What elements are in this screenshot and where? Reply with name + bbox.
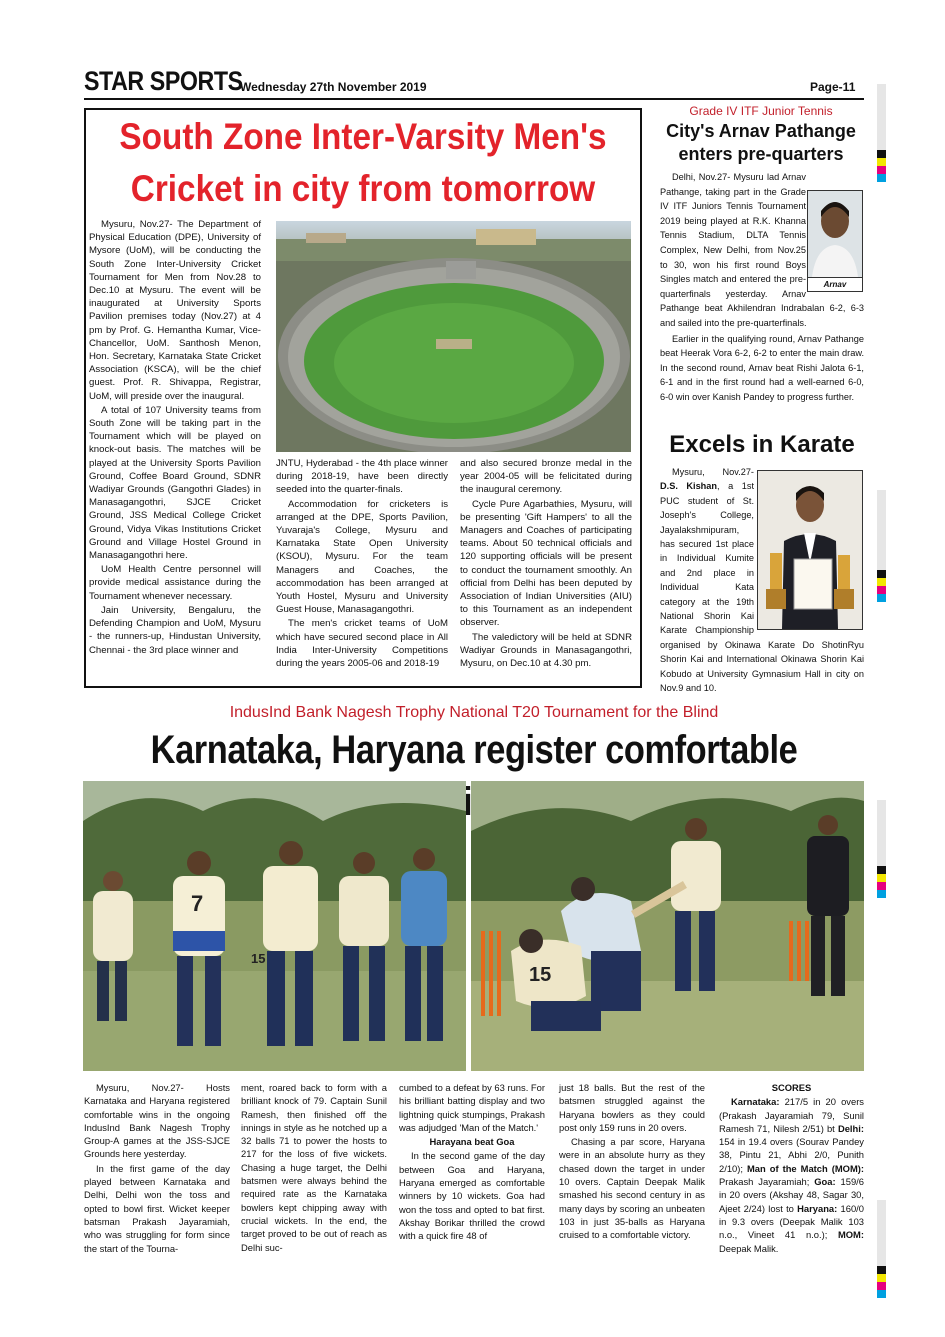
color-registration-mark — [877, 866, 886, 898]
masthead: STAR SPORTS — [84, 66, 243, 96]
story4-paragraph: Mysuru, Nov.27- Hosts Karnataka and Haryana registered comfortable wins in the ongoing IndusInd Bank Nagesh Trophy Group-A games at the JSS-SJCE Grounds here yesterday. — [84, 1082, 230, 1160]
color-registration-mark — [877, 150, 886, 182]
scores-mom-label: MOM: — [837, 1229, 864, 1241]
haryana-batting-photo — [471, 781, 864, 1071]
scores-detail: 159/6 in 20 overs (Akshay 48, Sagar 30, Ajeet 2/24) lost to — [719, 1176, 864, 1214]
story1-paragraph: A total of 107 University teams from South Zone will be taking part in the Tournament which will be played on knock-out basis. The matches will be played at the University Sports Pavilion Ground, Coffee Board Ground, SDNR Wadiyar Grounds (Gangothri Glades) in Manasagangothri, SJCE Cricket Ground, JSS Medical College Cricket Ground, Vidya Vikas Institutions Cricket Ground and Village Hostel Ground in Manasagangothri here. — [89, 404, 261, 562]
story2-paragraph: Earlier in the qualifying round, Arnav Pathange beat Heerak Vora 6-2, 6-2 to enter the main draw. In the second round, Arnav beat Rishi Jalota 6-1, 6-1 and in the first round had a well-earned 6-0, 6-0 win over Kanish Pandey to progress further. — [660, 333, 864, 402]
story2-intro-text: Delhi, Nov.27- Mysuru lad Arnav Pathange, taking part in the Grade IV ITF Juniors Tennis Tournament 2019 being played at R.K. Khanna Tennis Stadium, DLTA Tennis Complex, New Delhi, from Nov.25 to 30, won his first round Boys Singles match and entered the pre-quarterfinals yesterday. Arnav Pathange beat Akhilendran Indrabalan 6-2, 6-3 and sailed into the pre-quarterfinals. — [660, 172, 864, 328]
story4-column-2 — [241, 1081, 387, 1255]
print-margin-strip — [877, 1200, 886, 1266]
batsman-and-keeper-illustration — [471, 781, 864, 1071]
jersey-number: 15 — [251, 951, 266, 966]
print-margin-strip — [877, 84, 886, 150]
color-registration-mark — [877, 1266, 886, 1298]
story3-headline: Excels in Karate — [669, 431, 855, 458]
story1-paragraph: Mysuru, Nov.27- The Department of Physical Education (DPE), University of Mysore (UoM), will be conducting the South Zone Inter-University Cricket Tournament for Men from Nov.28 to Dec.10 at Mysuru. The event will be inaugurated at University Sports Pavilion premises today (Nov.27) at 4 pm by Prof. G. Hemantha Kumar, Vice-Chancellor, UoM. Santhosh Menon, Hon. Secretary, Karnataka State Cricket Association (KSCA), will be the chief guest. Prof. R. Shivappa, Registrar, UoM, will preside over the inaugural. — [89, 219, 261, 402]
scores-detail: Deepak Malik. — [719, 1242, 779, 1254]
story1-column-2 — [276, 457, 448, 671]
arnav-photo-caption: Arnav — [808, 277, 862, 291]
scores-team-label: Karnataka: — [731, 1096, 780, 1108]
story1-paragraph: and also secured bronze medal in the year 2004-05 will be felicitated during the inaugural ceremony. — [460, 458, 632, 496]
story1-paragraph: Jain University, Bengaluru, the Defending Champion and UoM, Mysuru - the runners-up, Hindustan University, Chennai - the 3rd place winner and — [89, 604, 261, 656]
story2-headline — [652, 120, 870, 166]
scores-team-label: Goa: — [814, 1176, 836, 1188]
story1-paragraph: UoM Health Centre personnel will provide medical assistance during the Tournament whenever necessary. — [89, 564, 261, 602]
story4-paragraph: just 18 balls. But the rest of the batsmen struggled against the Haryana bowlers as they could post only 159 runs in 20 overs. — [559, 1082, 705, 1133]
story1-paragraph: Accommodation for cricketers is arranged at the DPE, Sports Pavilion, Yuvaraja's College, Mysuru and Karnataka State Open University (KSOU), Mysuru. For the team Managers and Coaches, the accommodation has been arranged at Youth Hostel, Mysuru and University Guest House, Manasagangothri. — [276, 498, 448, 616]
story4-column-4 — [559, 1081, 705, 1243]
story1-column-3 — [460, 457, 632, 671]
jersey-number: 15 — [529, 964, 552, 986]
story1-paragraph: JNTU, Hyderabad - the 4th place winner during 2018-19, have been directly seeded into the quarter-finals. — [276, 458, 448, 496]
scores-detail: 160/0 in 9.3 overs (Deepak Malik 103 n.o., Vineet 41 n.o.); — [719, 1202, 864, 1241]
story4-paragraph: In the first game of the day played between Karnataka and Delhi, Delhi won the toss and opted to bowl first. Wicket keeper batsman Prakash Jayaramiah, who was struggling for form since the start of the Tourna- — [84, 1162, 230, 1254]
arnav-photo-spacer — [810, 170, 864, 288]
page-number: Page-11 — [810, 80, 856, 94]
scores-text — [719, 1095, 864, 1255]
story1-column-1 — [89, 218, 261, 658]
story1-headline-line2: Cricket in city from tomorrow — [130, 168, 596, 209]
scores-detail: 154 in 19.4 overs (Sourav Pandey 38, Pintu 21, Abhi 2/0, Punith 2/10); — [719, 1136, 864, 1174]
story4-kicker: IndusInd Bank Nagesh Trophy National T20 Tournament for the Blind — [229, 704, 719, 721]
karnataka-celebration-photo — [83, 781, 466, 1071]
story2-kicker: Grade IV ITF Junior Tennis — [689, 104, 833, 118]
story4-paragraph: ment, roared back to form with a brilliant knock of 79. Captain Sunil Ramesh, then finished off the innings in style as he notched up a 32 balls 71 to power the hosts to 217 for the loss of five wickets. Chasing a huge target, the Delhi batsmen were always behind the required rate as the Karnataka bowlers kept chipping away with crucial wickets. In the end, the target proved to be out of reach as Delhi suc- — [241, 1082, 387, 1253]
story4-subhead: Harayana beat Goa — [429, 1136, 515, 1148]
story3-paragraph — [660, 465, 864, 696]
stadium-illustration — [276, 221, 631, 452]
kishan-photo-spacer — [758, 465, 864, 627]
story1-paragraph: Cycle Pure Agarbathies, Mysuru, will be presenting 'Gift Hampers' to all the Managers and Coaches of participating teams. About 50 technical officials and 120 supporting officials will be present to conduct the tournament smoothly. An official from Delhi has been deputed by Association of Indian Universities (AIU) to this Tournament as an independent observer. — [460, 498, 632, 629]
story1-paragraph: The men's cricket teams of UoM which have secured second place in All India Inter-University Competitions during the years 2005-06 and 2018-19 — [276, 618, 448, 670]
stadium-aerial-photo — [276, 221, 631, 452]
header-rule — [84, 98, 864, 100]
story4-scores — [719, 1081, 864, 1256]
story3-dateline: Mysuru, Nov.27- — [672, 467, 754, 477]
story4-headline: Karnataka, Haryana register comfortable — [150, 728, 798, 772]
scores-mom-label: Man of the Match (MOM): — [746, 1162, 865, 1174]
story4-column-3 — [399, 1081, 545, 1244]
print-margin-strip — [877, 490, 886, 570]
issue-date: Wednesday 27th November 2019 — [240, 80, 427, 94]
story2-headline-line1: City's Arnav Pathange — [666, 121, 856, 141]
scores-title: SCORES — [771, 1082, 812, 1093]
story3-text: , a 1st PUC student of St. Joseph's College, Jayalakshmipuram, has secured 1st place in Individual Kumite and 2nd place in Individual Kata category at the 19th National Shorin Kai Karate Championship organised by Okinawa Karate Do ShotinRyu Shorin Kai and International Okinawa Shorin Kai Kobudo at University Gymnasium Hall in city on Nov.9 and 10. — [660, 481, 864, 694]
story1-headline-line1: South Zone Inter-Varsity Men's — [119, 116, 607, 157]
story4-paragraph: In the second game of the day between Goa and Haryana, Haryana emerged as comfortable winners by 10 wickets. Goa had won the toss and opted to bat first. Akshay Borikar thrilled the crowd with a quick fire 48 of — [399, 1150, 545, 1242]
story4-paragraph: cumbed to a defeat by 63 runs. For his brilliant batting display and two lightning quick stumpings, Prakash was adjudged 'Man of the Match.' — [399, 1082, 545, 1133]
story2-headline-line2: enters pre-quarters — [678, 144, 844, 164]
story2-intro — [660, 170, 864, 331]
scores-detail: 217/5 in 20 overs (Prakash Jayaramiah 79, Sunil Ramesh 71, Nilesh 2/51) bt — [719, 1096, 864, 1134]
players-celebrating-illustration — [83, 781, 466, 1071]
jersey-number: 7 — [191, 891, 204, 916]
color-registration-mark — [877, 570, 886, 602]
story2-body — [660, 170, 864, 406]
story4-paragraph: Chasing a par score, Haryana were in an absolute hurry as they chased down the target in under 10 overs. Captain Deepak Malik smashed his second century in as many days by scoring an unbeaten 103 in just 35-balls as Haryana cruised to a comfortable victory. — [559, 1136, 705, 1241]
story4-column-1 — [84, 1081, 230, 1256]
scores-detail: Prakash Jayaramiah; — [719, 1176, 815, 1188]
story1-paragraph: The valedictory will be held at SDNR Wadiyar Grounds in Manasagangothri, Mysuru, on Dec.10 at 4.30 pm. — [460, 631, 632, 670]
print-margin-strip — [877, 800, 886, 866]
scores-team-label: Delhi: — [837, 1122, 864, 1134]
story3-name: D.S. Kishan — [660, 481, 718, 492]
story3-body — [660, 465, 864, 697]
scores-team-label: Haryana: — [797, 1202, 838, 1214]
